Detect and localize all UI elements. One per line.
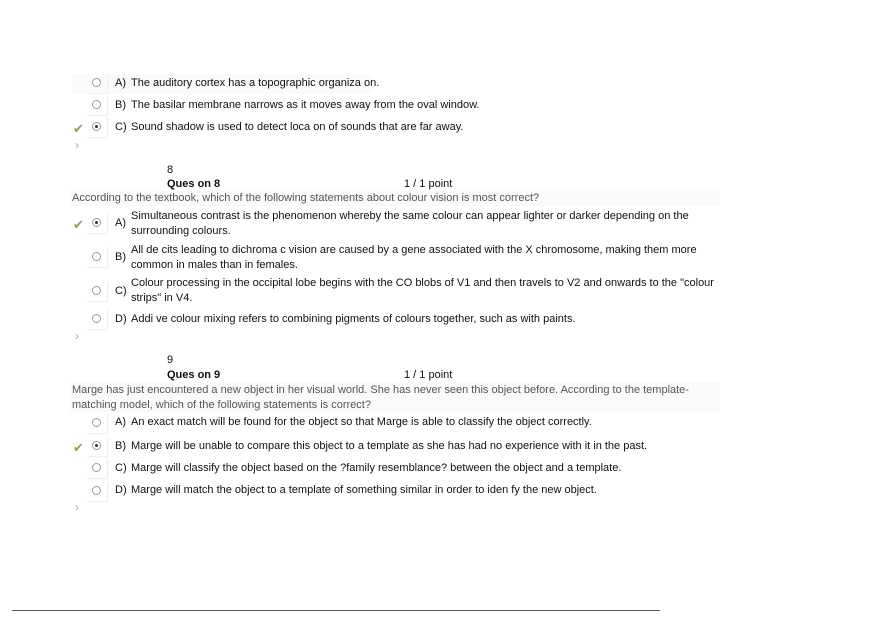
q9-option-a-text: An exact match will be found for the object so that Marge is able to classify the object correctly. xyxy=(131,416,592,428)
footer-divider xyxy=(12,610,660,611)
q9-option-c-letter: C) xyxy=(115,462,127,474)
q7-option-a-radio[interactable] xyxy=(92,78,101,87)
q8-option-d-text: Addi ve colour mixing refers to combining pigments of colours together, such as with paints. xyxy=(131,313,576,325)
question-points: 1 / 1 point xyxy=(404,369,453,381)
q7-option-c-radio[interactable] xyxy=(92,122,101,131)
q9-option-b-letter: B) xyxy=(115,440,126,452)
chevron-right-icon[interactable]: › xyxy=(75,500,79,514)
q7-option-b-text: The basilar membrane narrows as it moves away from the oval window. xyxy=(131,99,480,111)
q9-option-c-text: Marge will classify the object based on the ?family resemblance? between the object and a template. xyxy=(131,462,622,474)
question-number: 9 xyxy=(167,354,174,366)
q8-option-b-text-cont: common in males than in females. xyxy=(131,259,298,271)
question-text-cont: matching model, which of the following statements is correct? xyxy=(72,399,371,411)
q8-option-a-text-cont: surrounding colours. xyxy=(131,225,231,237)
q7-option-a-text: The auditory cortex has a topographic organiza on. xyxy=(131,77,380,89)
q8-option-b-text: All de cits leading to dichroma c vision are caused by a gene associated with the X chromosome, making them more xyxy=(131,244,697,256)
q9-option-c-radio[interactable] xyxy=(92,463,101,472)
q7-option-c-letter: C) xyxy=(115,121,127,133)
chevron-right-icon[interactable]: › xyxy=(75,329,79,343)
q9-option-a-radio[interactable] xyxy=(92,418,101,427)
question-number: 8 xyxy=(167,164,174,176)
q8-option-b-letter: B) xyxy=(115,251,126,263)
correct-check-icon: ✔ xyxy=(73,217,84,232)
q8-option-c-letter: C) xyxy=(115,285,127,297)
q8-option-a-radio[interactable] xyxy=(92,218,101,227)
q8-option-c-radio[interactable] xyxy=(92,286,101,295)
q7-option-b-letter: B) xyxy=(115,99,126,111)
question-text: According to the textbook, which of the following statements about colour vision is most correct? xyxy=(72,192,540,204)
q9-option-a-letter: A) xyxy=(115,416,126,428)
q9-option-b-text: Marge will be unable to compare this object to a template as she has had no experience with it in the past. xyxy=(131,440,648,452)
q9-option-d-radio[interactable] xyxy=(92,486,101,495)
q8-option-c-text-cont: strips" in V4. xyxy=(131,292,193,304)
question-points: 1 / 1 point xyxy=(404,178,453,190)
q8-option-d-letter: D) xyxy=(115,313,127,325)
chevron-right-icon[interactable]: › xyxy=(75,138,79,152)
correct-check-icon: ✔ xyxy=(73,440,84,455)
q8-option-a-letter: A) xyxy=(115,217,126,229)
q9-option-b-radio[interactable] xyxy=(92,441,101,450)
q8-option-b-radio[interactable] xyxy=(92,252,101,261)
question-label: Ques on 9 xyxy=(167,369,221,381)
q9-option-d-text: Marge will match the object to a template of something similar in order to iden fy the new object. xyxy=(131,484,597,496)
q7-option-c-text: Sound shadow is used to detect loca on of sounds that are far away. xyxy=(131,121,464,133)
question-text: Marge has just encountered a new object in her visual world. She has never seen this object before. According to the template- xyxy=(72,384,689,396)
correct-check-icon: ✔ xyxy=(73,121,84,136)
q8-option-d-radio[interactable] xyxy=(92,314,101,323)
question-label: Ques on 8 xyxy=(167,178,221,190)
q9-option-d-letter: D) xyxy=(115,484,127,496)
q8-option-a-text: Simultaneous contrast is the phenomenon whereby the same colour can appear lighter or darker depending on the xyxy=(131,210,689,222)
q8-option-c-text: Colour processing in the occipital lobe begins with the CO blobs of V1 and then travels to V2 and onwards to the "colour xyxy=(131,277,714,289)
q7-option-a-letter: A) xyxy=(115,77,126,89)
q7-option-b-radio[interactable] xyxy=(92,100,101,109)
